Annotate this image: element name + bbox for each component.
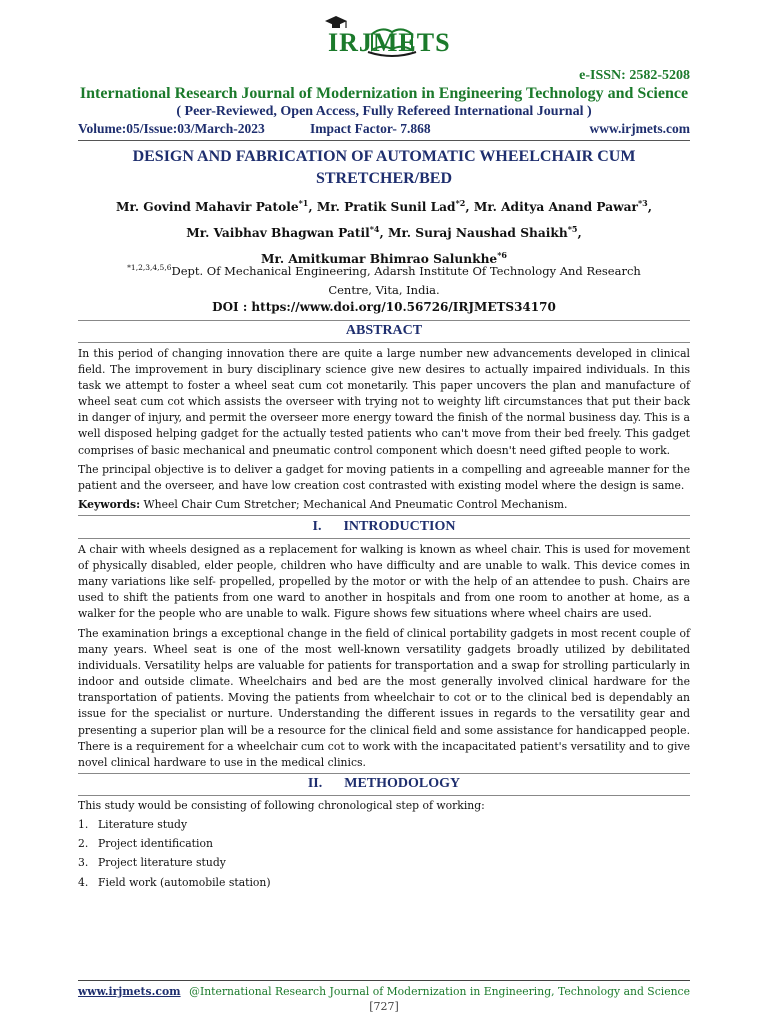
intro-number: I. [312, 519, 322, 534]
logo-text: IRJMETS [328, 28, 451, 57]
issn-number: e-ISSN: 2582-5208 [579, 68, 690, 83]
list-text: Project identification [98, 837, 213, 851]
list-item [78, 834, 271, 853]
method-rule-top [78, 773, 690, 774]
list-number: 4. [78, 875, 89, 889]
author-name: Mr. Suraj Naushad Shaikh [388, 226, 568, 241]
abstract-rule-top [78, 320, 690, 321]
author-name: Mr. Vaibhav Bhagwan Patil [186, 226, 370, 241]
volume-issue: Volume:05/Issue:03/March-2023 [78, 121, 265, 136]
intro-title: INTRODUCTION [343, 519, 456, 534]
abstract-paragraph-1: In this period of changing innovation there are quite a large number new advancements developed in clinical field. The improvement in bury disciplinary science give new desires to actually impaired individuals. In this task we attempt to foster a wheel seat cum cot monetarily. This paper uncovers the plan and manufacture of wheel seat cum cot which assists the overseer with trying not to weighty lift circumstances that put their back in danger of injury, and permit the overseer more energy toward the finish of the normal business day. This is a well disposed helping gadget for the actually tested patients who can't move from their bed freely. This gadget comprises of basic mechanical and pneumatic control component which doesn't need gifted people to work. [78, 347, 690, 457]
intro-paragraph-1: A chair with wheels designed as a replacement for walking is known as wheel chair. This is used for movement of physically disabled, elder people, children who have difficulty and are unable to walk. This device comes in many variations like self- propelled, propelled by the motor or with the help of an attendee to push. Chairs are used to shift the patients from one ward to another in hospitals and from one room to another at home, as a walker for the people who are unable to walk. Figure shows few situations where wheel chairs are used. [78, 543, 690, 621]
impact-factor: Impact Factor- 7.868 [310, 121, 431, 136]
header-website: www.irjmets.com [589, 121, 690, 136]
keywords [78, 498, 690, 511]
list-number: 3. [78, 856, 89, 870]
method-steps [78, 815, 271, 892]
author-affil-mark: *1 [298, 198, 309, 208]
list-item [78, 853, 271, 872]
intro-paragraph-2: The examination brings a exceptional change in the field of clinical portability gadgets in most recent couple of many years. Wheel seat is one of the most well-known versatility gadgets broadly utilized by debilitated individuals. Versatility helps are valuable for patients for transportation and a swap for strolling particularly in indoor and outside climate. Wheelchairs and bed are the most generally involved clinical hardware for the transportation of patients. Moving the patients from wheelchair to cot or to the clinical bed is dependably an issue for the specialist or nurture. Understanding the different issues in regards to the versatility gear and presenting a superior plan will be a resource for the clinical field and some assistance for handicapped people. There is a requirement for a wheelchair cum cot to work with the incapacitated patient's versatility and to give novel clinical hardware to use in the medical clinics. [78, 627, 690, 769]
journal-subtitle: ( Peer-Reviewed, Open Access, Fully Refereed International Journal ) [176, 104, 592, 119]
paper-title [78, 146, 690, 190]
abstract-paragraph-2: The principal objective is to deliver a gadget for moving patients in a compelling and agreeable manner for the patient and the overseer, and have low creation cost contrasted with existing model where the design is same. [78, 463, 690, 493]
affiliation-line-1 [78, 258, 690, 281]
author-line-1 [78, 192, 690, 218]
list-text: Field work (automobile station) [98, 875, 271, 889]
author-line-2 [78, 218, 690, 244]
author-name: Mr. Pratik Sunil Lad [316, 200, 456, 215]
footer-copyright: @International Research Journal of Modernization in Engineering, Technology and Science [189, 985, 690, 998]
author-affil-mark: *5 [567, 224, 578, 235]
author-name: Mr. Amitkumar Bhimrao Salunkhe [261, 252, 498, 267]
abstract-heading: ABSTRACT [345, 323, 423, 338]
list-item [78, 873, 271, 892]
intro-rule-top [78, 515, 690, 516]
abstract-rule-bottom [78, 342, 690, 343]
author-sep: , [308, 200, 317, 215]
list-number: 2. [78, 837, 89, 851]
method-title: METHODOLOGY [344, 776, 461, 791]
list-number: 1. [78, 818, 89, 831]
author-affil-mark: *3 [637, 198, 648, 208]
method-number: II. [307, 776, 323, 791]
issue-info-row [78, 121, 690, 137]
list-item [78, 815, 271, 834]
author-sep: , [647, 200, 652, 215]
affiliation-marks: *1,2,3,4,5,6 [127, 263, 172, 272]
keywords-text: Wheel Chair Cum Stretcher; Mechanical And Pneumatic Control Mechanism. [140, 498, 568, 511]
title-line-1: DESIGN AND FABRICATION OF AUTOMATIC WHEELCHAIR CUM [132, 148, 636, 165]
author-name: Mr. Aditya Anand Pawar [473, 200, 638, 215]
footer-divider [78, 980, 690, 981]
title-line-2: STRETCHER/BED [315, 170, 453, 187]
method-rule-bottom [78, 795, 690, 796]
intro-rule-bottom [78, 538, 690, 539]
method-intro: This study would be consisting of following chronological step of working: [78, 799, 485, 812]
author-sep: , [379, 226, 388, 241]
author-affil-mark: *4 [369, 224, 380, 235]
list-text: Project literature study [98, 856, 226, 870]
method-heading [78, 776, 690, 792]
author-sep: , [577, 226, 582, 241]
keywords-label: Keywords: [78, 498, 141, 511]
author-sep: , [465, 200, 474, 215]
header-divider [78, 140, 690, 141]
intro-heading [78, 519, 690, 535]
doi: DOI : https://www.doi.org/10.56726/IRJMETS34170 [212, 300, 556, 314]
affiliation-line-2: Centre, Vita, India. [328, 282, 440, 297]
journal-name: International Research Journal of Modernization in Engineering Technology and Science [79, 85, 689, 102]
author-affil-mark: *6 [497, 250, 507, 261]
author-name: Mr. Govind Mahavir Patole [116, 200, 299, 215]
list-text: Literature study [98, 818, 188, 831]
footer-website-link[interactable]: www.irjmets.com [78, 985, 181, 998]
page-number: [727] [369, 1000, 399, 1013]
affiliation [78, 258, 690, 300]
author-affil-mark: *2 [455, 198, 466, 208]
affiliation-text: Dept. Of Mechanical Engineering, Adarsh Institute Of Technology And Research [171, 263, 641, 278]
